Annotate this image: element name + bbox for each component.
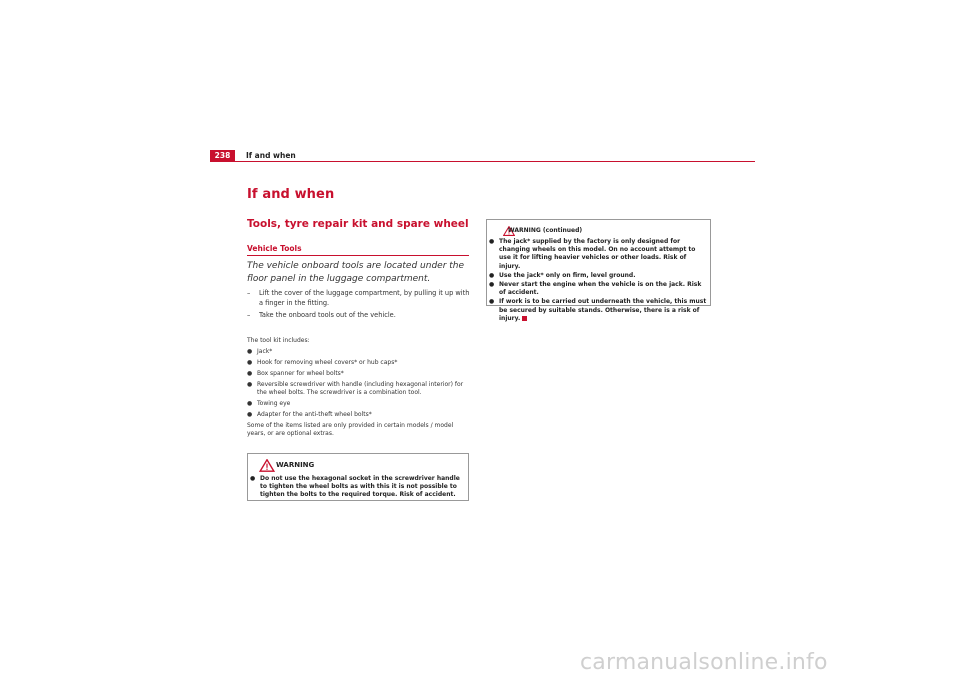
bullet-icon: ● [489, 271, 495, 279]
toolkit-item: ● Reversible screwdriver with handle (including hexagonal interior) for the wheel bolts. The screwdriver is a combination tool. [247, 381, 464, 396]
warning-continued-box [486, 219, 711, 322]
bullet-icon: ● [247, 348, 253, 355]
watermark: carmanualsonline.info [580, 650, 828, 675]
toolkit-item: ● Jack* [247, 348, 273, 355]
subsection-title: Vehicle Tools [247, 244, 469, 256]
toolkit-item: ● Hook for removing wheel covers* or hub caps* [247, 359, 398, 366]
toolkit-item: ● Box spanner for wheel bolts* [247, 370, 344, 377]
warning-header [493, 224, 703, 238]
steps-list [247, 289, 472, 324]
warning-header [254, 458, 464, 472]
warning-body [250, 475, 466, 499]
bullet-icon: ● [489, 298, 495, 306]
bullet-icon: ● [247, 370, 253, 377]
step-item: – Lift the cover of the luggage compartment, by pulling it up with a finger in the fitting. [247, 289, 470, 307]
step-item: – Take the onboard tools out of the vehicle. [247, 311, 396, 319]
toolkit-section [247, 337, 472, 438]
warning-label: WARNING [276, 461, 315, 469]
bullet-icon: ● [489, 238, 495, 245]
bullet-icon: ● [247, 400, 253, 407]
running-head: If and when [246, 151, 296, 160]
bullet-icon: ● [247, 381, 253, 388]
section-title: Tools, tyre repair kit and spare wheel [247, 218, 469, 230]
warning-body [489, 238, 708, 324]
warning-item: ● Do not use the hexagonal socket in the screwdriver handle to tighten the wheel bolts as with this it is not possible to tighten the bolts to the required torque. Risk of accident. [250, 475, 460, 498]
intro-text: The vehicle onboard tools are located under the floor panel in the luggage compartment. [247, 261, 465, 284]
bullet-icon: ● [250, 475, 256, 482]
toolkit-item: ● Adapter for the anti-theft wheel bolts* [247, 411, 372, 418]
chapter-title: If and when [247, 187, 335, 202]
toolkit-item: ● Towing eye [247, 400, 291, 407]
warning-item: ● The jack* supplied by the factory is only designed for changing wheels on this model. On no account attempt to use it for lifting heavier vehicles or other loads. Risk of injury. [489, 238, 696, 270]
page-number: 238 [210, 150, 235, 161]
bullet-icon: ● [489, 281, 495, 289]
warning-item: ● If work is to be carried out underneath the vehicle, this must be secured by suitable stands. Otherwise, there is a risk of injury. [489, 298, 707, 322]
end-of-section-icon [522, 316, 527, 321]
bullet-icon: ● [247, 359, 253, 366]
bullet-icon: ● [247, 411, 253, 418]
header-rule [210, 161, 755, 162]
warning-item: ● Never start the engine when the vehicle is on the jack. Risk of accident. [489, 281, 702, 297]
warning-box [247, 453, 469, 501]
warning-item: ● Use the jack* only on firm, level ground. [489, 271, 636, 279]
toolkit-note: Some of the items listed are only provided in certain models / model years, or are optional extras. [247, 422, 454, 437]
toolkit-lead: The tool kit includes: [247, 337, 310, 344]
warning-triangle-icon [259, 459, 275, 472]
warning-label: WARNING (continued) [508, 227, 583, 234]
